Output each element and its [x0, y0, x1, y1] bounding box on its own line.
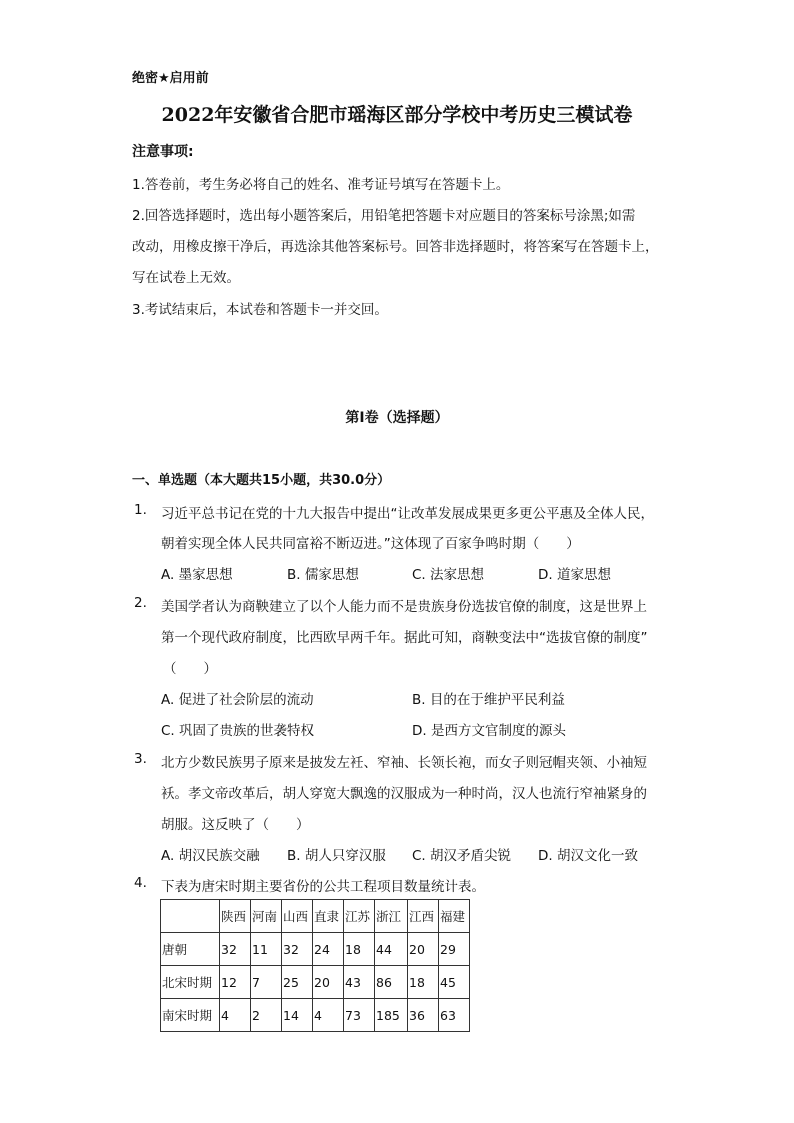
option-a: A. 胡汉民族交融 [161, 848, 260, 864]
option-d: D. 胡汉文化一致 [538, 848, 638, 864]
notice-item: 1.答卷前，考生务必将自己的姓名、准考证号填写在答题卡上。 [132, 177, 510, 193]
table-cell: 12 [220, 966, 251, 999]
question-text: （ ） [163, 661, 217, 677]
question-text: 美国学者认为商鞅建立了以个人能力而不是贵族身份选拔官僚的制度，这是世界上 [161, 599, 647, 615]
option-b: B. 目的在于维护平民利益 [412, 692, 565, 708]
table-header-cell: 江西 [408, 900, 439, 933]
table-cell: 25 [282, 966, 313, 999]
table-cell: 63 [439, 999, 470, 1032]
question-text: 朝着实现全体人民共同富裕不断迈进。”这体现了百家争鸣时期（ ） [161, 536, 580, 552]
table-cell: 2 [251, 999, 282, 1032]
question-number: 2. [134, 595, 147, 611]
table-cell: 43 [344, 966, 375, 999]
option-c: C. 胡汉矛盾尖锐 [412, 848, 512, 864]
option-d: D. 是西方文官制度的源头 [412, 723, 566, 739]
question-number: 4. [134, 875, 147, 891]
table-cell: 7 [251, 966, 282, 999]
table-cell: 18 [344, 933, 375, 966]
question-text: 袄。孝文帝改革后，胡人穿宽大飘逸的汉服成为一种时尚，汉人也流行窄袖紧身的 [161, 786, 647, 802]
table-cell: 73 [344, 999, 375, 1032]
table-cell: 南宋时期 [161, 999, 220, 1032]
option-c: C. 巩固了贵族的世袭特权 [161, 723, 315, 739]
table-header-cell: 浙江 [375, 900, 408, 933]
table-header-row [161, 900, 470, 933]
table-cell: 32 [220, 933, 251, 966]
table-row [161, 999, 470, 1032]
table-cell: 24 [313, 933, 344, 966]
confidential-label: 绝密★启用前 [132, 71, 209, 86]
table-cell: 11 [251, 933, 282, 966]
table-cell: 唐朝 [161, 933, 220, 966]
table-row [161, 966, 470, 999]
question-text: 第一个现代政府制度，比西欧早两千年。据此可知，商鞅变法中“选拔官僚的制度” [161, 630, 648, 646]
question-number: 1. [134, 502, 147, 518]
table-cell: 4 [313, 999, 344, 1032]
table-cell: 44 [375, 933, 408, 966]
table-cell: 32 [282, 933, 313, 966]
option-b: B. 胡人只穿汉服 [287, 848, 386, 864]
part-title: 一、单选题（本大题共15小题，共30.0分） [132, 473, 391, 488]
notice-item: 2.回答选择题时，选出每小题答案后，用铅笔把答题卡对应题目的答案标号涂黑;如需 [132, 208, 636, 224]
notice-item: 3.考试结束后，本试卷和答题卡一并交回。 [132, 302, 388, 318]
table-header-cell: 福建 [439, 900, 470, 933]
table-row [161, 933, 470, 966]
option-b: B. 儒家思想 [287, 567, 359, 583]
table-header-cell: 江苏 [344, 900, 375, 933]
table-cell: 185 [375, 999, 408, 1032]
table-cell: 18 [408, 966, 439, 999]
notice-item: 写在试卷上无效。 [132, 270, 240, 286]
question-number: 3. [134, 751, 147, 767]
exam-title: 2022年安徽省合肥市瑶海区部分学校中考历史三模试卷 [161, 104, 633, 126]
notice-item: 改动，用橡皮擦干净后，再选涂其他答案标号。回答非选择题时，将答案写在答题卡上， [132, 239, 659, 255]
statistics-table [160, 899, 470, 1032]
table-cell: 北宋时期 [161, 966, 220, 999]
table-cell: 29 [439, 933, 470, 966]
table-cell: 45 [439, 966, 470, 999]
table-cell: 14 [282, 999, 313, 1032]
option-a: A. 墨家思想 [161, 567, 233, 583]
table-header-cell: 河南 [251, 900, 282, 933]
question-text: 下表为唐宋时期主要省份的公共工程项目数量统计表。 [161, 879, 485, 895]
option-d: D. 道家思想 [538, 567, 611, 583]
table-cell: 4 [220, 999, 251, 1032]
table-cell: 86 [375, 966, 408, 999]
table-header-cell: 山西 [282, 900, 313, 933]
question-text: 习近平总书记在党的十九大报告中提出“让改革发展成果更多更公平惠及全体人民， [161, 506, 654, 522]
table-header-cell [161, 900, 220, 933]
option-c: C. 法家思想 [412, 567, 485, 583]
option-a: A. 促进了社会阶层的流动 [161, 692, 314, 708]
table-cell: 20 [313, 966, 344, 999]
question-text: 胡服。这反映了（ ） [161, 817, 310, 833]
notice-heading: 注意事项: [132, 144, 194, 160]
section-title: 第I卷（选择题） [345, 410, 449, 426]
table-cell: 36 [408, 999, 439, 1032]
table-cell: 20 [408, 933, 439, 966]
table-header-cell: 直隶 [313, 900, 344, 933]
table-header-cell: 陕西 [220, 900, 251, 933]
question-text: 北方少数民族男子原来是披发左衽、窄袖、长领长袍，而女子则冠帽夹领、小袖短 [161, 755, 647, 771]
